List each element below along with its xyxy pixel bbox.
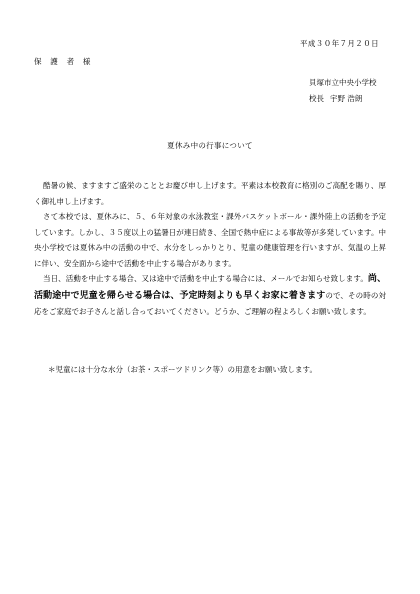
instruction-paragraph <box>34 271 386 320</box>
sender-block <box>309 75 377 107</box>
principal-title: 校長 <box>309 94 324 103</box>
letter-title: 夏休み中の行事について <box>167 141 253 150</box>
notice-paragraph: さて本校では、夏休みに、５、６年対象の水泳教室・課外バスケットボール・課外陸上の活動を予定しています。しかし、３５度以上の猛暑日が連日続き、全国で熱中症による事故等が多発しています。中央小学校では夏休み中の活動の中で、水分をしっかりとり、児童の健康管理を行いますが、気温の上昇に伴い、安全面から途中で活動を中止する場合があります。 <box>34 212 386 268</box>
instruction-text-after: ので、その時の対応をご家庭でお子さんと話し合っておいてください。どうか、ご理解の程よろしくお願い致します。 <box>34 290 386 316</box>
principal-name: 宇野 浩朗 <box>330 94 363 103</box>
greeting-paragraph: 酷暑の候、ますますご盛栄のこととお慶び申し上げます。平素は本校教育に格別のご高配を賜り、厚く御礼申し上げます。 <box>34 181 386 206</box>
instruction-emphasis: 尚、活動途中で児童を帰らせる場合は、予定時刻よりも早くお家に着きます <box>34 274 386 301</box>
letter-body <box>34 178 386 320</box>
school-name: 貝塚市立中央小学校 <box>309 78 377 87</box>
instruction-text-before: 当日、活動を中止する場合、又は途中で活動を中止する場合には、メールでお知らせ致します。 <box>43 274 368 283</box>
recipient-line: 保 護 者 様 <box>34 57 94 66</box>
letter-date: 平成３０年７月２０日 <box>300 39 379 48</box>
footnote: ＊児童には十分な水分（お茶・スポーツドリンク等）の用意をお願い致します。 <box>48 365 317 374</box>
principal-line <box>309 91 377 107</box>
